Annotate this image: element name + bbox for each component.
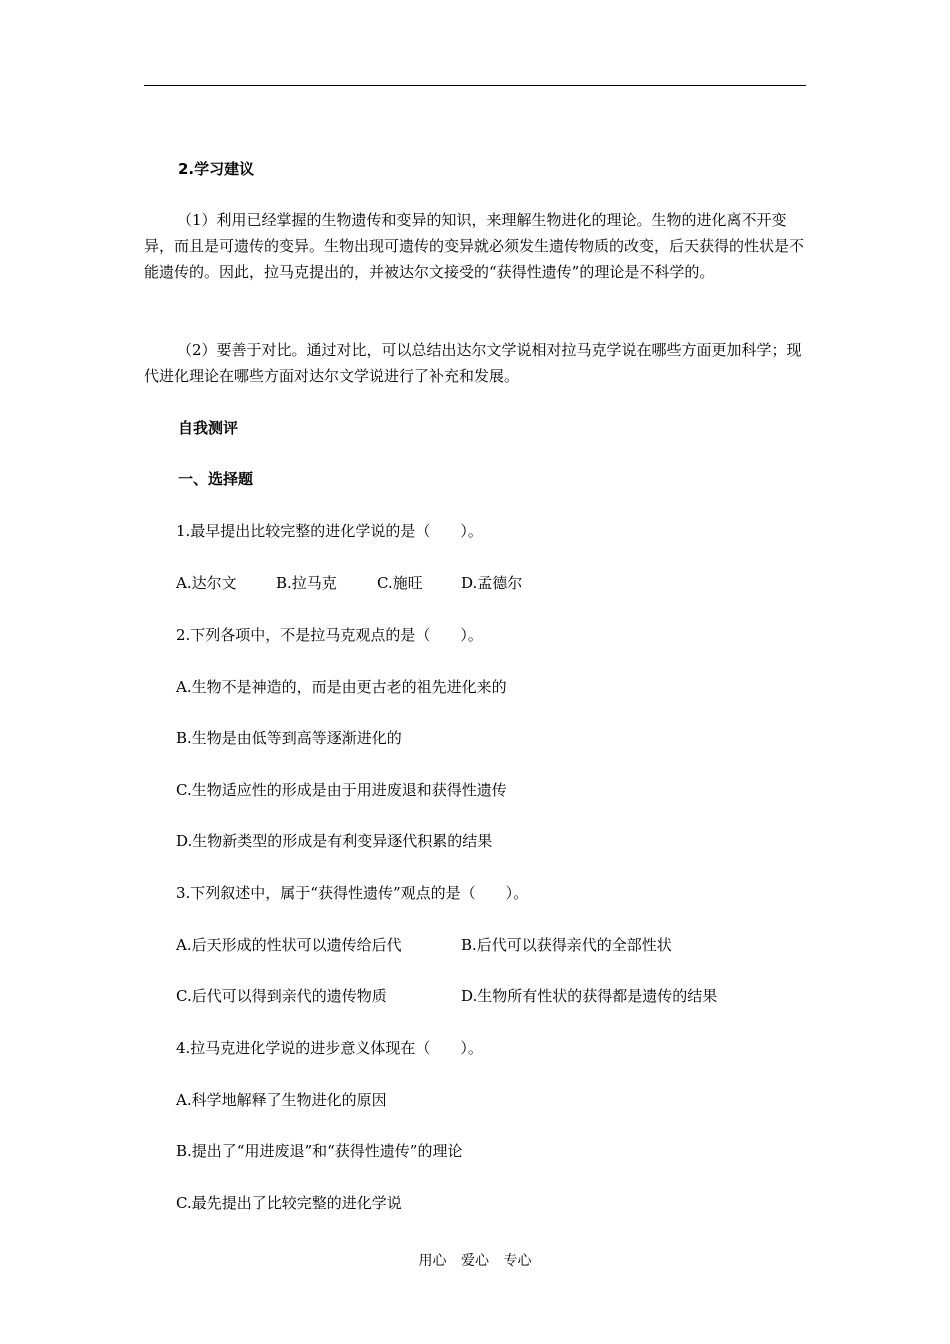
question-2-option-d: D.生物新类型的形成是有利变异逐代积累的结果 <box>176 832 493 850</box>
page-footer <box>0 1250 950 1270</box>
question-4-option-a: A.科学地解释了生物进化的原因 <box>176 1091 387 1109</box>
question-2-stem: 2.下列各项中，不是拉马克观点的是（ ）。 <box>176 626 483 644</box>
section-heading: 2.学习建议 <box>178 160 255 178</box>
question-1-option-b: B.拉马克 <box>276 574 337 592</box>
header-rule <box>144 85 806 86</box>
question-1-stem: 1.最早提出比较完整的进化学说的是（ ）。 <box>176 522 483 540</box>
self-test-heading: 自我测评 <box>178 419 239 437</box>
question-3-option-b: B.后代可以获得亲代的全部性状 <box>461 936 672 954</box>
question-1-option-a: A.达尔文 <box>176 574 237 592</box>
question-1-option-c: C.施旺 <box>377 574 423 592</box>
question-3-option-c: C.后代可以得到亲代的遗传物质 <box>176 987 387 1005</box>
footer-word-1: 用心 <box>418 1253 447 1269</box>
question-4-option-c: C.最先提出了比较完整的进化学说 <box>176 1194 402 1212</box>
question-4-stem: 4.拉马克进化学说的进步意义体现在（ ）。 <box>176 1039 483 1057</box>
footer-word-3: 专心 <box>503 1253 532 1269</box>
question-4-option-b: B.提出了“用进废退”和“获得性遗传”的理论 <box>176 1142 463 1160</box>
suggestion-2: （2）要善于对比。通过对比，可以总结出达尔文学说相对拉马克学说在哪些方面更加科学；现代进化理论在哪些方面对达尔文学说进行了补充和发展。 <box>144 341 802 385</box>
question-3-option-d: D.生物所有性状的获得都是遗传的结果 <box>461 987 718 1005</box>
question-3-stem: 3.下列叙述中，属于“获得性遗传”观点的是（ ）。 <box>176 884 529 902</box>
question-2-option-a: A.生物不是神造的，而是由更古老的祖先进化来的 <box>176 678 507 696</box>
choice-heading: 一、选择题 <box>178 470 254 488</box>
question-2-option-b: B.生物是由低等到高等逐渐进化的 <box>176 729 402 747</box>
question-1-option-d: D.孟德尔 <box>461 574 523 592</box>
suggestion-1: （1）利用已经掌握的生物遗传和变异的知识，来理解生物进化的理论。生物的进化离不开变异，而且是可遗传的变异。生物出现可遗传的变异就必须发生遗传物质的改变，后天获得的性状是不能遗传的。因此，拉马克提出的，并被达尔文接受的“获得性遗传”的理论是不科学的。 <box>144 211 805 281</box>
footer-word-2: 爱心 <box>461 1253 489 1269</box>
question-3-option-a: A.后天形成的性状可以遗传给后代 <box>176 936 402 954</box>
question-2-option-c: C.生物适应性的形成是由于用进废退和获得性遗传 <box>176 781 507 799</box>
